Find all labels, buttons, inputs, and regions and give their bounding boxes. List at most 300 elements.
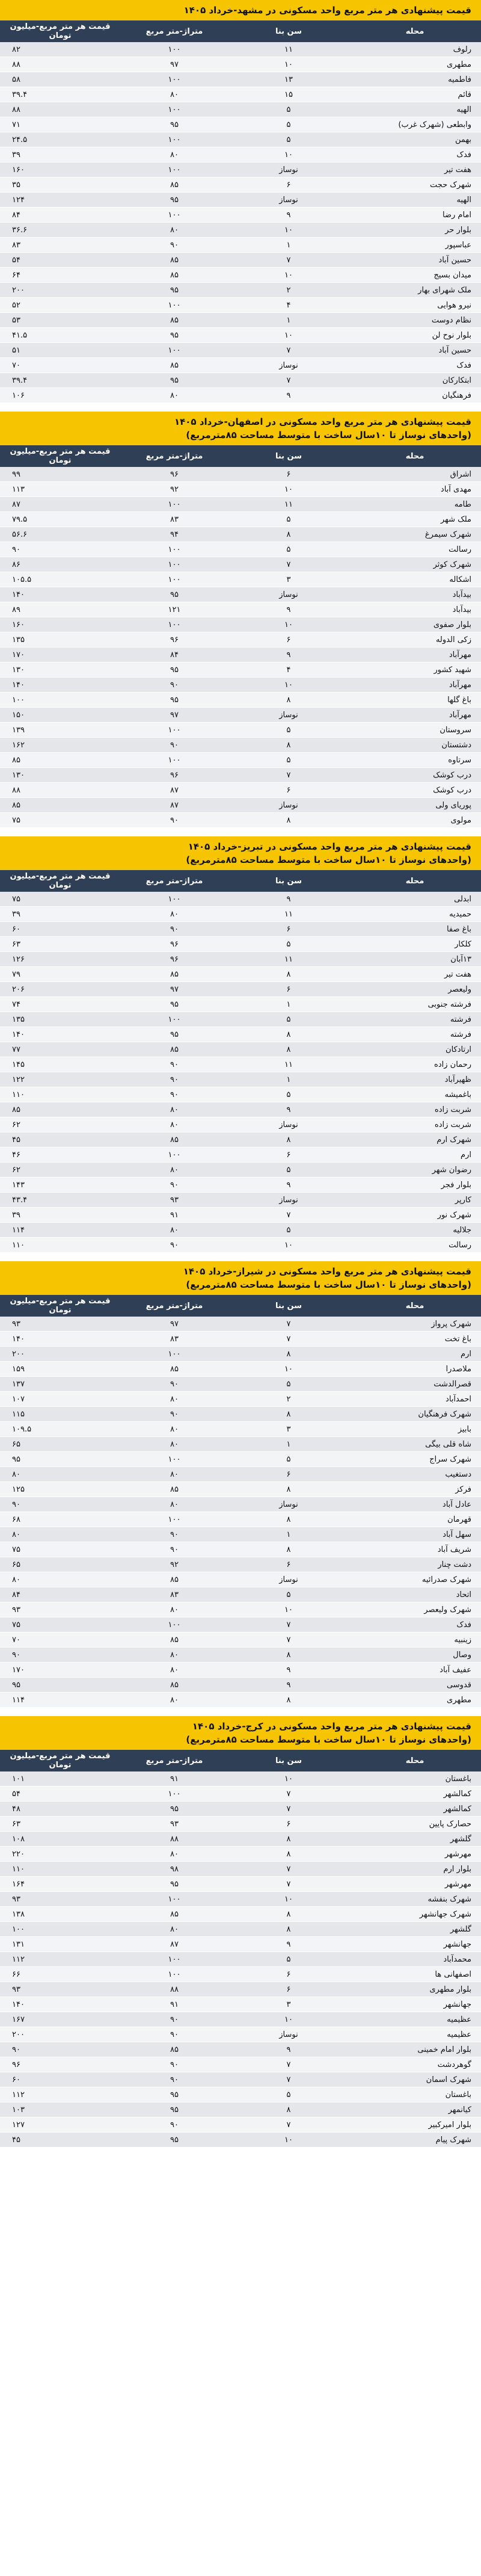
area-cell: ۹۵	[120, 2102, 228, 2117]
area-cell: ۸۰	[120, 1392, 228, 1407]
table-row	[0, 1223, 481, 1238]
price-cell: ۱۴۰	[0, 587, 120, 602]
neighborhood-cell: مهرآباد	[349, 678, 481, 693]
neighborhood-cell: مهرآباد	[349, 708, 481, 723]
neighborhood-cell: مهدی آباد	[349, 482, 481, 497]
neighborhood-cell: عباسپور	[349, 238, 481, 253]
area-cell: ۸۰	[120, 388, 228, 403]
building-age-cell: ۶	[228, 783, 349, 798]
area-cell: ۹۰	[120, 738, 228, 753]
table-row	[0, 1663, 481, 1678]
price-cell: ۶۳	[0, 937, 120, 952]
column-header: سن بنا	[228, 1750, 349, 1771]
table-row	[0, 1542, 481, 1557]
neighborhood-cell: شهرک نور	[349, 1208, 481, 1223]
area-cell: ۸۰	[120, 1847, 228, 1862]
neighborhood-cell: ملک شهر	[349, 512, 481, 527]
table-row	[0, 1512, 481, 1527]
building-age-cell: ۳	[228, 1997, 349, 2012]
area-cell: ۸۰	[120, 1102, 228, 1117]
price-cell: ۹۹	[0, 467, 120, 482]
table-row	[0, 1817, 481, 1832]
price-cell: ۶۲	[0, 1117, 120, 1132]
price-cell: ۱۶۷	[0, 2012, 120, 2027]
building-age-cell: ۱۰	[228, 1362, 349, 1377]
table-row	[0, 1117, 481, 1132]
area-cell: ۹۵	[120, 587, 228, 602]
area-cell: ۹۵	[120, 117, 228, 132]
price-cell: ۸۵	[0, 753, 120, 768]
building-age-cell: نوساز	[228, 358, 349, 373]
table-row	[0, 102, 481, 117]
table-row	[0, 238, 481, 253]
table-row	[0, 147, 481, 162]
table-row	[0, 1847, 481, 1862]
column-header: سن بنا	[228, 445, 349, 467]
table-row	[0, 87, 481, 102]
neighborhood-cell: مطهری	[349, 1693, 481, 1708]
area-cell: ۱۰۰	[120, 162, 228, 178]
area-cell: ۸۵	[120, 178, 228, 193]
area-cell: ۹۰	[120, 1542, 228, 1557]
neighborhood-cell: وصال	[349, 1648, 481, 1663]
neighborhood-cell: فدک	[349, 147, 481, 162]
neighborhood-cell: باغستان	[349, 2087, 481, 2102]
building-age-cell: ۱۱	[228, 1057, 349, 1072]
neighborhood-cell: شهرک حجت	[349, 178, 481, 193]
area-cell: ۸۰	[120, 1437, 228, 1452]
price-cell: ۱۶۰	[0, 162, 120, 178]
area-cell: ۸۵	[120, 358, 228, 373]
neighborhood-cell: قدوسی	[349, 1678, 481, 1693]
area-cell: ۱۰۰	[120, 1012, 228, 1027]
price-cell: ۱۱۳	[0, 482, 120, 497]
table-row	[0, 1467, 481, 1482]
section-title-text: قیمت پیشنهادی هر متر مربع واحد مسکونی در مشهد-خرداد ۱۴۰۵	[183, 5, 471, 16]
neighborhood-cell: طامه	[349, 497, 481, 512]
table-row	[0, 132, 481, 147]
table-header-row	[0, 445, 481, 467]
price-cell: ۸۰	[0, 1572, 120, 1587]
area-cell: ۸۷	[120, 1937, 228, 1952]
price-table	[0, 1750, 481, 2148]
building-age-cell: ۷	[228, 1802, 349, 1817]
building-age-cell: ۸	[228, 1512, 349, 1527]
building-age-cell: ۹	[228, 1102, 349, 1117]
price-cell: ۱۳۵	[0, 1012, 120, 1027]
building-age-cell: ۷	[228, 1632, 349, 1648]
building-age-cell: ۹	[228, 1663, 349, 1678]
neighborhood-cell: جهانشهر	[349, 1937, 481, 1952]
neighborhood-cell: شربت زاده	[349, 1117, 481, 1132]
building-age-cell: ۵	[228, 512, 349, 527]
building-age-cell: ۶	[228, 1557, 349, 1572]
building-age-cell: ۷	[228, 2117, 349, 2133]
neighborhood-cell: مهرآباد	[349, 647, 481, 663]
building-age-cell: نوساز	[228, 1117, 349, 1132]
price-cell: ۵۴	[0, 253, 120, 268]
area-cell: ۹۳	[120, 1193, 228, 1208]
table-row	[0, 1437, 481, 1452]
area-cell: ۱۲۱	[120, 602, 228, 617]
table-row	[0, 1787, 481, 1802]
building-age-cell: ۵	[228, 132, 349, 147]
price-cell: ۱۲۴	[0, 193, 120, 208]
building-age-cell: ۱	[228, 1072, 349, 1087]
price-cell: ۱۱۲	[0, 2087, 120, 2102]
area-cell: ۸۵	[120, 1572, 228, 1587]
neighborhood-cell: شهرک ارم	[349, 1132, 481, 1147]
area-cell: ۸۷	[120, 783, 228, 798]
table-row	[0, 1147, 481, 1163]
price-cell: ۱۳۸	[0, 1907, 120, 1922]
table-row	[0, 117, 481, 132]
section-subtitle: (واحدهای نوساز تا ۱۰سال ساخت با متوسط مساحت ۸۵مترمربع)	[186, 1734, 471, 1745]
building-age-cell: ۶	[228, 1967, 349, 1982]
area-cell: ۱۰۰	[120, 1452, 228, 1467]
neighborhood-cell: رسالت	[349, 1238, 481, 1253]
price-cell: ۵۴	[0, 1787, 120, 1802]
price-cell: ۹۳	[0, 1982, 120, 1997]
area-cell: ۱۰۰	[120, 572, 228, 587]
building-age-cell: ۱	[228, 313, 349, 328]
table-row	[0, 268, 481, 283]
price-cell: ۱۰۹.۵	[0, 1422, 120, 1437]
table-row	[0, 1572, 481, 1587]
neighborhood-cell: دشتستان	[349, 738, 481, 753]
neighborhood-cell: بلوار امام خمینی	[349, 2042, 481, 2057]
area-cell: ۸۳	[120, 512, 228, 527]
neighborhood-cell: ۱۳آبان	[349, 952, 481, 967]
table-row	[0, 1317, 481, 1332]
neighborhood-cell: بیدآباد	[349, 587, 481, 602]
building-age-cell: ۵	[228, 1223, 349, 1238]
area-cell: ۸۰	[120, 1117, 228, 1132]
section-title-text: قیمت پیشنهادی هر متر مربع واحد مسکونی در کرج-خرداد ۱۴۰۵	[192, 1721, 471, 1732]
building-age-cell: ۱۰	[228, 1771, 349, 1787]
price-cell: ۱۷۰	[0, 647, 120, 663]
price-cell: ۲۲۰	[0, 1847, 120, 1862]
neighborhood-cell: شهرک پیام	[349, 2133, 481, 2148]
price-cell: ۶۰	[0, 2072, 120, 2087]
table-row	[0, 1377, 481, 1392]
building-age-cell: ۲	[228, 1392, 349, 1407]
section-isfahan	[0, 412, 481, 828]
building-age-cell: ۸	[228, 967, 349, 982]
price-cell: ۴۵	[0, 1132, 120, 1147]
table-row	[0, 1602, 481, 1617]
table-row	[0, 72, 481, 87]
price-cell: ۹۶	[0, 2057, 120, 2072]
neighborhood-cell: شهرک بنفشه	[349, 1892, 481, 1907]
area-cell: ۹۷	[120, 708, 228, 723]
building-age-cell: ۹	[228, 892, 349, 907]
neighborhood-cell: ظهیرآباد	[349, 1072, 481, 1087]
area-cell: ۸۰	[120, 1648, 228, 1663]
price-cell: ۱۱۰	[0, 1238, 120, 1253]
table-row	[0, 738, 481, 753]
price-cell: ۱۴۵	[0, 1057, 120, 1072]
price-cell: ۴۶	[0, 1147, 120, 1163]
neighborhood-cell: بابیز	[349, 1422, 481, 1437]
table-row	[0, 1587, 481, 1602]
neighborhood-cell: مهرشهر	[349, 1877, 481, 1892]
neighborhood-cell: شهرک صدرائیه	[349, 1572, 481, 1587]
section-title	[0, 0, 481, 20]
table-header-row	[0, 1750, 481, 1771]
price-cell: ۷۵	[0, 1542, 120, 1557]
neighborhood-cell: کمالشهر	[349, 1787, 481, 1802]
area-cell: ۸۵	[120, 268, 228, 283]
table-row	[0, 723, 481, 738]
price-cell: ۱۰۰	[0, 1922, 120, 1937]
neighborhood-cell: سهل آباد	[349, 1527, 481, 1542]
section-title	[0, 412, 481, 445]
area-cell: ۹۷	[120, 982, 228, 997]
section-title	[0, 836, 481, 870]
area-cell: ۹۰	[120, 1527, 228, 1542]
table-row	[0, 1422, 481, 1437]
column-header: قیمت هر متر مربع-میلیون تومان	[0, 870, 120, 892]
neighborhood-cell: حسین آباد	[349, 253, 481, 268]
section-karaj	[0, 1716, 481, 2148]
table-row	[0, 1678, 481, 1693]
building-age-cell: ۵	[228, 102, 349, 117]
building-age-cell: ۴	[228, 298, 349, 313]
price-cell: ۱۶۴	[0, 1877, 120, 1892]
neighborhood-cell: بلوار نوح لن	[349, 328, 481, 343]
building-age-cell: نوساز	[228, 587, 349, 602]
price-cell: ۳۵	[0, 178, 120, 193]
area-cell: ۸۰	[120, 223, 228, 238]
building-age-cell: ۷	[228, 557, 349, 572]
table-row	[0, 813, 481, 828]
price-cell: ۱۲۷	[0, 2117, 120, 2133]
price-cell: ۳۶.۶	[0, 223, 120, 238]
area-cell: ۱۰۰	[120, 102, 228, 117]
area-cell: ۹۰	[120, 922, 228, 937]
table-header-row	[0, 1295, 481, 1317]
table-row	[0, 497, 481, 512]
section-shiraz	[0, 1261, 481, 1708]
area-cell: ۸۵	[120, 313, 228, 328]
price-cell: ۸۶	[0, 557, 120, 572]
area-cell: ۹۰	[120, 2057, 228, 2072]
area-cell: ۹۶	[120, 632, 228, 647]
price-cell: ۹۳	[0, 1602, 120, 1617]
neighborhood-cell: بلوار صفوی	[349, 617, 481, 632]
price-cell: ۲۰۰	[0, 1347, 120, 1362]
building-age-cell: ۷	[228, 1617, 349, 1632]
price-cell: ۱۳۷	[0, 1377, 120, 1392]
table-row	[0, 922, 481, 937]
area-cell: ۱۰۰	[120, 617, 228, 632]
area-cell: ۹۰	[120, 678, 228, 693]
neighborhood-cell: شربت زاده	[349, 1102, 481, 1117]
table-row	[0, 602, 481, 617]
neighborhood-cell: شهرک کوثر	[349, 557, 481, 572]
price-table	[0, 445, 481, 828]
neighborhood-cell: سرتاوه	[349, 753, 481, 768]
area-cell: ۸۰	[120, 1663, 228, 1678]
table-row	[0, 1087, 481, 1102]
section-subtitle: (واحدهای نوساز تا ۱۰سال ساخت با متوسط مساحت ۸۵مترمربع)	[186, 854, 471, 865]
area-cell: ۸۰	[120, 87, 228, 102]
neighborhood-cell: جهانشهر	[349, 1997, 481, 2012]
price-cell: ۶۰	[0, 922, 120, 937]
area-cell: ۸۰	[120, 1422, 228, 1437]
section-title	[0, 1716, 481, 1750]
neighborhood-cell: بهمن	[349, 132, 481, 147]
column-header: متراژ-متر مربع	[120, 1295, 228, 1317]
table-row	[0, 1193, 481, 1208]
area-cell: ۹۵	[120, 2133, 228, 2148]
neighborhood-cell: کارپر	[349, 1193, 481, 1208]
area-cell: ۹۵	[120, 997, 228, 1012]
area-cell: ۸۰	[120, 1497, 228, 1512]
area-cell: ۹۵	[120, 663, 228, 678]
price-cell: ۷۱	[0, 117, 120, 132]
neighborhood-cell: عظیمیه	[349, 2027, 481, 2042]
area-cell: ۸۰	[120, 1467, 228, 1482]
area-cell: ۹۳	[120, 1817, 228, 1832]
price-cell: ۵۸	[0, 72, 120, 87]
building-age-cell: ۵	[228, 2087, 349, 2102]
building-age-cell: ۹	[228, 1178, 349, 1193]
price-cell: ۹۵	[0, 1678, 120, 1693]
price-cell: ۷۵	[0, 813, 120, 828]
price-cell: ۸۵	[0, 798, 120, 813]
neighborhood-cell: مهرشهر	[349, 1847, 481, 1862]
neighborhood-cell: بلوار امیرکبیر	[349, 2117, 481, 2133]
neighborhood-cell: بیدآباد	[349, 602, 481, 617]
neighborhood-cell: اتحاد	[349, 1587, 481, 1602]
building-age-cell: ۵	[228, 117, 349, 132]
price-cell: ۱۱۲	[0, 1952, 120, 1967]
table-row	[0, 557, 481, 572]
building-age-cell: ۹	[228, 1678, 349, 1693]
table-row	[0, 1907, 481, 1922]
table-row	[0, 1362, 481, 1377]
price-cell: ۶۲	[0, 1163, 120, 1178]
area-cell: ۸۰	[120, 1163, 228, 1178]
price-cell: ۱۰۷	[0, 1392, 120, 1407]
column-header: سن بنا	[228, 20, 349, 42]
price-cell: ۸۷	[0, 497, 120, 512]
neighborhood-cell: عظیمیه	[349, 2012, 481, 2027]
neighborhood-cell: هفت تیر	[349, 162, 481, 178]
price-cell: ۱۱۰	[0, 1087, 120, 1102]
neighborhood-cell: باغستان	[349, 1771, 481, 1787]
table-row	[0, 2027, 481, 2042]
section-mashhad	[0, 0, 481, 403]
building-age-cell: ۱۱	[228, 952, 349, 967]
area-cell: ۹۰	[120, 1238, 228, 1253]
table-row	[0, 1027, 481, 1042]
neighborhood-cell: کمالشهر	[349, 1802, 481, 1817]
table-row	[0, 223, 481, 238]
neighborhood-cell: شهرک پرواز	[349, 1317, 481, 1332]
building-age-cell: ۶	[228, 1982, 349, 1997]
neighborhood-cell: محمدآباد	[349, 1952, 481, 1967]
column-header: قیمت هر متر مربع-میلیون تومان	[0, 1750, 120, 1771]
building-age-cell: ۸	[228, 738, 349, 753]
building-age-cell: ۵	[228, 937, 349, 952]
table-row	[0, 1922, 481, 1937]
area-cell: ۹۰	[120, 1377, 228, 1392]
area-cell: ۹۵	[120, 693, 228, 708]
neighborhood-cell: وابطعی (شهرک غرب)	[349, 117, 481, 132]
building-age-cell: ۱۱	[228, 42, 349, 57]
price-cell: ۱۳۵	[0, 632, 120, 647]
table-row	[0, 2012, 481, 2027]
table-row	[0, 617, 481, 632]
table-row	[0, 1693, 481, 1708]
building-age-cell: ۸	[228, 1482, 349, 1497]
table-row	[0, 1952, 481, 1967]
area-cell: ۸۵	[120, 1907, 228, 1922]
table-row	[0, 313, 481, 328]
neighborhood-cell: ارم	[349, 1147, 481, 1163]
price-cell: ۱۰۸	[0, 1832, 120, 1847]
area-cell: ۱۰۰	[120, 497, 228, 512]
table-row	[0, 193, 481, 208]
price-cell: ۴۱.۵	[0, 328, 120, 343]
neighborhood-cell: عفیف آباد	[349, 1663, 481, 1678]
price-cell: ۷۴	[0, 997, 120, 1012]
table-row	[0, 572, 481, 587]
area-cell: ۸۰	[120, 147, 228, 162]
section-subtitle: (واحدهای نوساز تا ۱۰سال ساخت با متوسط مساحت ۸۵مترمربع)	[186, 1279, 471, 1290]
table-row	[0, 512, 481, 527]
neighborhood-cell: حصارک پایین	[349, 1817, 481, 1832]
table-row	[0, 253, 481, 268]
area-cell: ۹۱	[120, 1771, 228, 1787]
table-row	[0, 1997, 481, 2012]
area-cell: ۹۴	[120, 527, 228, 542]
area-cell: ۱۰۰	[120, 1512, 228, 1527]
table-row	[0, 358, 481, 373]
price-cell: ۱۳۰	[0, 768, 120, 783]
area-cell: ۸۰	[120, 1693, 228, 1708]
building-age-cell: ۶	[228, 922, 349, 937]
area-cell: ۹۵	[120, 373, 228, 388]
neighborhood-cell: گلشهر	[349, 1832, 481, 1847]
table-row	[0, 1982, 481, 1997]
area-cell: ۱۰۰	[120, 298, 228, 313]
neighborhood-cell: فدک	[349, 1617, 481, 1632]
column-header: قیمت هر متر مربع-میلیون تومان	[0, 20, 120, 42]
table-row	[0, 283, 481, 298]
table-row	[0, 42, 481, 57]
area-cell: ۱۰۰	[120, 1892, 228, 1907]
price-cell: ۳۹	[0, 1208, 120, 1223]
price-cell: ۴۳.۴	[0, 1193, 120, 1208]
table-row	[0, 1832, 481, 1847]
table-row	[0, 1238, 481, 1253]
neighborhood-cell: شهرک جهانشهر	[349, 1907, 481, 1922]
area-cell: ۹۶	[120, 937, 228, 952]
area-cell: ۱۰۰	[120, 753, 228, 768]
table-row	[0, 907, 481, 922]
table-row	[0, 1102, 481, 1117]
area-cell: ۹۶	[120, 467, 228, 482]
price-table	[0, 1295, 481, 1708]
area-cell: ۱۰۰	[120, 208, 228, 223]
price-cell: ۹۰	[0, 2042, 120, 2057]
price-cell: ۹۵	[0, 1452, 120, 1467]
neighborhood-cell: میدان بسیج	[349, 268, 481, 283]
